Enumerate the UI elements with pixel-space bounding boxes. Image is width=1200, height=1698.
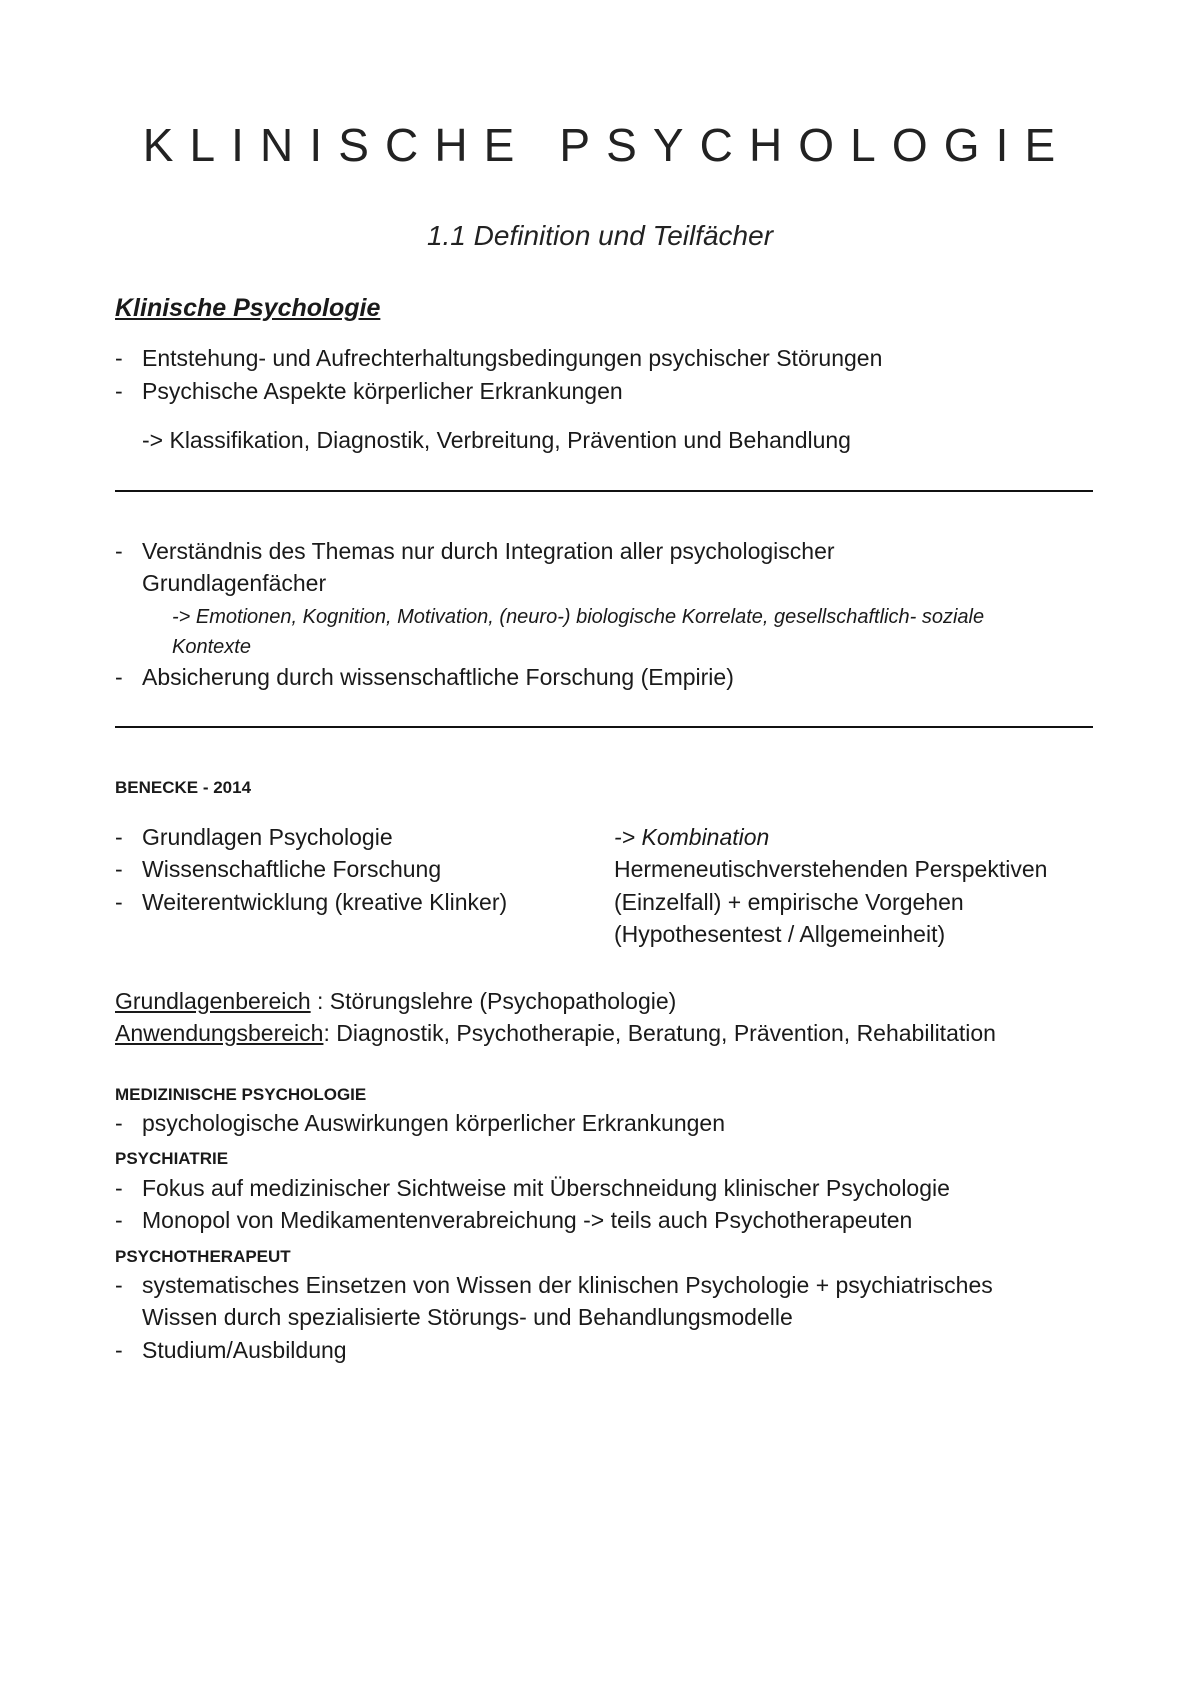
psychiatrie-heading: PSYCHIATRIE: [115, 1149, 229, 1168]
list-item: Absicherung durch wissenschaftliche Forschung (Empirie): [142, 664, 734, 690]
anwendungsbereich-line: [115, 1020, 996, 1047]
benecke-left-item: Wissenschaftliche Forschung: [142, 856, 442, 882]
bullet-dash: -: [115, 664, 123, 690]
benecke-heading: BENECKE - 2014: [115, 778, 252, 797]
bullet-dash: -: [115, 1110, 123, 1136]
bullet-dash: -: [115, 1207, 123, 1233]
medizinische-heading: MEDIZINISCHE PSYCHOLOGIE: [115, 1085, 367, 1104]
bullet-dash: -: [115, 889, 123, 915]
bullet-dash: -: [115, 856, 123, 882]
list-item: psychologische Auswirkungen körperlicher Erkrankungen: [142, 1110, 725, 1136]
bullet-dash: -: [115, 1337, 123, 1363]
list-item: Entstehung- und Aufrechterhaltungsbedingungen psychischer Störungen: [142, 345, 883, 371]
list-item-continuation: Wissen durch spezialisierte Störungs- und Behandlungsmodelle: [142, 1304, 793, 1330]
benecke-right-line: -> Kombination: [614, 824, 770, 850]
grundlagenbereich-label: Grundlagenbereich: [115, 988, 311, 1014]
bullet-dash: -: [115, 538, 123, 564]
section-heading-klinische-psychologie: Klinische Psychologie: [115, 294, 381, 322]
page-subtitle: 1.1 Definition und Teilfächer: [426, 220, 774, 251]
psychotherapeut-heading: PSYCHOTHERAPEUT: [115, 1247, 291, 1266]
list-item: Studium/Ausbildung: [142, 1337, 347, 1363]
benecke-left-item: Grundlagen Psychologie: [142, 824, 393, 850]
bullet-dash: -: [115, 345, 123, 371]
grundlagenbereich-text: : Störungslehre (Psychopathologie): [310, 988, 677, 1014]
benecke-right-line: (Hypothesentest / Allgemeinheit): [614, 921, 946, 947]
arrow-line: -> Klassifikation, Diagnostik, Verbreitung, Prävention und Behandlung: [142, 427, 851, 453]
sub-note-continuation: Kontexte: [172, 636, 251, 658]
sub-note: -> Emotionen, Kognition, Motivation, (neuro-) biologische Korrelate, gesellschaftlich- soziale: [172, 606, 985, 628]
list-item: Psychische Aspekte körperlicher Erkrankungen: [142, 378, 623, 404]
bullet-dash: -: [115, 1272, 123, 1298]
divider-2: [115, 726, 1093, 728]
bullet-dash: -: [115, 1175, 123, 1201]
list-item-continuation: Grundlagenfächer: [142, 570, 327, 596]
list-item: Fokus auf medizinischer Sichtweise mit Überschneidung klinischer Psychologie: [142, 1175, 950, 1201]
anwendungsbereich-label: Anwendungsbereich: [115, 1020, 324, 1046]
list-item: Monopol von Medikamentenverabreichung -> teils auch Psychotherapeuten: [142, 1207, 913, 1233]
bullet-dash: -: [115, 824, 123, 850]
anwendungsbereich-text: : Diagnostik, Psychotherapie, Beratung, Prävention, Rehabilitation: [323, 1020, 996, 1046]
list-item: systematisches Einsetzen von Wissen der klinischen Psychologie + psychiatrisches: [142, 1272, 993, 1298]
benecke-right-line: (Einzelfall) + empirische Vorgehen: [614, 889, 964, 915]
benecke-left-item: Weiterentwicklung (kreative Klinker): [142, 889, 508, 915]
divider-1: [115, 490, 1093, 492]
list-item: Verständnis des Themas nur durch Integration aller psychologischer: [142, 538, 835, 564]
bullet-dash: -: [115, 378, 123, 404]
page-title: KLINISCHE PSYCHOLOGIE: [142, 119, 1072, 171]
grundlagenbereich-line: [115, 988, 676, 1015]
benecke-right-line: Hermeneutischverstehenden Perspektiven: [614, 856, 1048, 882]
